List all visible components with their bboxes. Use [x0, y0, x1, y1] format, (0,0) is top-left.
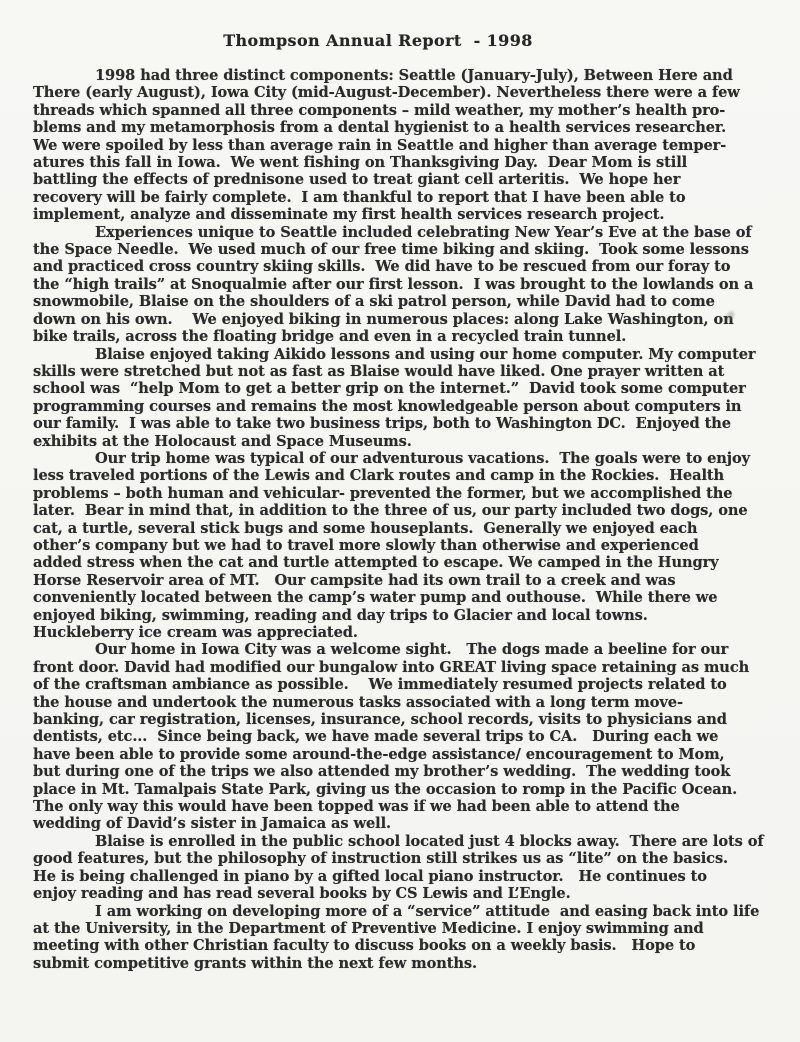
text-line: programming courses and remains the most knowledgeable person about computers in — [33, 397, 742, 415]
text-line: 1998 had three distinct components: Seattle (January-July), Between Here and — [95, 67, 733, 84]
text-line: enjoyed biking, swimming, reading and day trips to Glacier and local towns. — [33, 606, 648, 624]
text-line: dentists, etc... Since being back, we have made several trips to CA. During each we — [33, 728, 719, 746]
text-line: bike trails, across the floating bridge and even in a recycled train tunnel. — [33, 328, 627, 346]
text-line: blems and my metamorphosis from a dental hygienist to a health services researcher. — [33, 119, 727, 137]
document-body — [33, 67, 773, 972]
text-line: the house and undertook the numerous tasks associated with a long term move- — [33, 693, 683, 711]
text-line: enjoy reading and has read several books by CS Lewis and L’Engle. — [33, 885, 571, 903]
text-line: He is being challenged in piano by a gifted local piano instructor. He continues to — [33, 867, 707, 885]
text-line: Huckleberry ice cream was appreciated. — [33, 624, 358, 641]
text-line: of the craftsman ambiance as possible. We immediately resumed projects related to — [33, 676, 727, 694]
text-line: our family. I was able to take two business trips, both to Washington DC. Enjoyed the — [33, 415, 731, 433]
text-line: submit competitive grants within the next few months. — [33, 954, 477, 972]
text-line: I am working on developing more of a “service” attitude and easing back into life — [95, 902, 760, 920]
text-line: wedding of David’s sister in Jamaica as well. — [33, 815, 392, 833]
text-line: good features, but the philosophy of instruction still strikes us as “lite” on the basics. — [33, 850, 729, 868]
paragraph — [33, 833, 773, 903]
text-line: conveniently located between the camp’s water pump and outhouse. While there we — [33, 589, 718, 607]
text-line: have been able to provide some around-the-edge assistance/ encouragement to Mom, — [33, 745, 725, 763]
text-line: Blaise enjoyed taking Aikido lessons and using our home computer. My computer — [95, 345, 756, 363]
paragraph — [33, 224, 773, 346]
text-line: added stress when the cat and turtle attempted to escape. We camped in the Hungry — [33, 554, 719, 572]
text-line: school was “help Mom to get a better grip on the internet.” David took some computer — [33, 380, 746, 398]
text-line: banking, car registration, licenses, insurance, school records, visits to physicians and — [33, 711, 727, 729]
paragraph — [33, 450, 773, 641]
text-line: threads which spanned all three components – mild weather, my mother’s health pro- — [33, 101, 726, 119]
text-line: We were spoiled by less than average rain in Seattle and higher than average temper- — [33, 136, 727, 154]
text-line: the “high trails” at Snoqualmie after our first lesson. I was brought to the lowlands on a — [33, 275, 754, 293]
text-line: Our home in Iowa City was a welcome sight. The dogs made a beeline for our — [95, 641, 729, 659]
text-line: problems – both human and vehicular- prevented the former, but we accomplished the — [33, 484, 733, 502]
text-line: and practiced cross country skiing skills. We did have to be rescued from our foray to — [33, 258, 731, 276]
text-line: snowmobile, Blaise on the shoulders of a ski patrol person, while David had to come — [33, 293, 715, 311]
text-line: front door. David had modified our bungalow into GREAT living space retaining as much — [33, 658, 750, 676]
text-line: place in Mt. Tamalpais State Park, giving us the occasion to romp in the Pacific Ocean. — [33, 780, 738, 798]
text-line: other’s company but we had to travel more slowly than otherwise and experienced — [33, 536, 699, 554]
text-line: later. Bear in mind that, in addition to the three of us, our party included two dogs, one — [33, 502, 748, 520]
text-line: There (early August), Iowa City (mid-August-December). Nevertheless there were a few — [33, 84, 740, 102]
text-line: Horse Reservoir area of MT. Our campsite had its own trail to a creek and was — [33, 571, 676, 589]
text-line: cat, a turtle, several stick bugs and some houseplants. Generally we enjoyed each — [33, 519, 698, 537]
text-line: Our trip home was typical of our adventurous vacations. The goals were to enjoy — [95, 449, 750, 467]
paragraph — [33, 346, 773, 450]
text-line: Blaise is enrolled in the public school located just 4 blocks away. There are lots of — [95, 832, 764, 850]
paragraph — [33, 67, 773, 224]
text-line: battling the effects of prednisone used to treat giant cell arteritis. We hope her — [33, 171, 681, 189]
text-line: skills were stretched but not as fast as Blaise would have liked. One prayer written at — [33, 362, 725, 380]
text-line: down on his own. We enjoyed biking in numerous places: along Lake Washington, on — [33, 310, 734, 328]
text-line: less traveled portions of the Lewis and Clark routes and camp in the Rockies. Health — [33, 467, 725, 485]
text-line: Experiences unique to Seattle included celebrating New Year’s Eve at the base of — [95, 223, 752, 241]
text-line: recovery will be fairly complete. I am thankful to report that I have been able to — [33, 188, 686, 206]
text-line: implement, analyze and disseminate my first health services research project. — [33, 206, 665, 224]
text-line: meeting with other Christian faculty to discuss books on a weekly basis. Hope to — [33, 937, 696, 955]
text-line: the Space Needle. We used much of our free time biking and skiing. Took some lessons — [33, 241, 749, 259]
text-line: exhibits at the Holocaust and Space Museums. — [33, 432, 412, 450]
paragraph — [33, 903, 773, 973]
text-line: atures this fall in Iowa. We went fishing on Thanksgiving Day. Dear Mom is still — [33, 154, 688, 172]
page-title: Thompson Annual Report - 1998 — [223, 31, 533, 50]
paragraph — [33, 641, 773, 832]
text-line: but during one of the trips we also attended my brother’s wedding. The wedding took — [33, 763, 731, 781]
text-line: at the University, in the Department of Preventive Medicine. I enjoy swimming and — [33, 919, 704, 937]
text-line: The only way this would have been topped was if we had been able to attend the — [33, 798, 680, 816]
